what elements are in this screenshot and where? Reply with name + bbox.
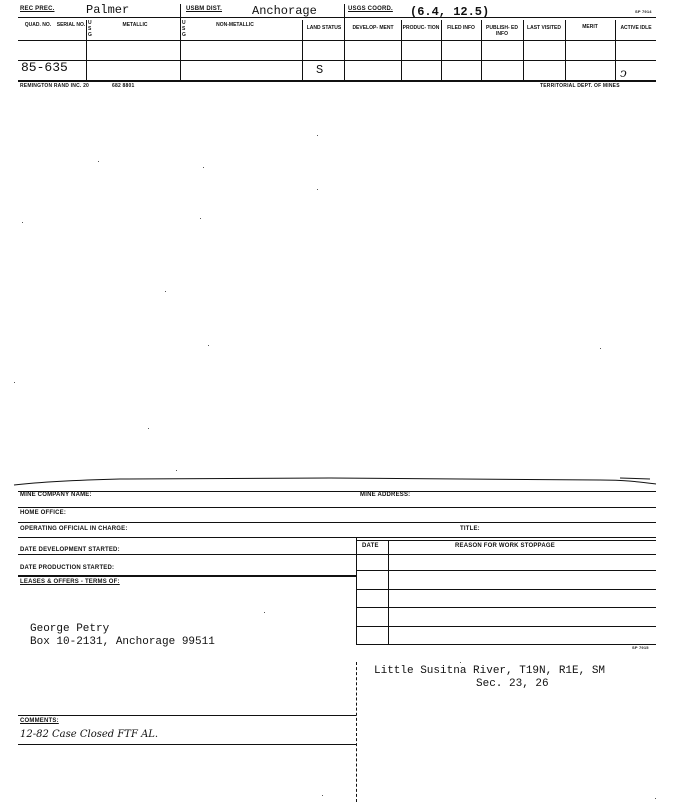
usg-letters-metallic: U S G (88, 20, 92, 38)
form-number-bottom: SP 7915 (632, 645, 649, 650)
usbm-dist-value: Anchorage (252, 4, 317, 18)
footer-territorial: TERRITORIAL DEPT. OF MINES (540, 83, 620, 89)
title-label: TITLE: (460, 526, 480, 532)
col-active-idle: ACTIVE IDLE (620, 25, 652, 31)
mine-company-name-label: MINE COMPANY NAME: (20, 492, 92, 498)
location-line-2: Sec. 23, 26 (476, 678, 549, 690)
usbm-dist-label: USBM DIST. (186, 6, 223, 12)
quad-serial-value: 85-635 (21, 60, 68, 75)
operating-official-label: OPERATING OFFICIAL IN CHARGE: (20, 526, 128, 532)
comments-label: COMMENTS: (20, 718, 59, 724)
owner-name: George Petry (30, 623, 110, 635)
col-filed-info: FILED INFO (447, 25, 475, 31)
col-land-status: LAND STATUS (306, 25, 342, 31)
date-production-label: DATE PRODUCTION STARTED: (20, 565, 115, 571)
col-serial-no: SERIAL NO. (56, 22, 86, 28)
mine-address-label: MINE ADDRESS: (360, 492, 411, 498)
land-status-value: S (316, 63, 324, 77)
col-development: DEVELOP- MENT (352, 25, 394, 31)
usg-letters-nonmetallic: U S G (182, 20, 186, 38)
date-col-header: DATE (362, 543, 379, 549)
footer-remington: REMINGTON RAND INC. 20 (20, 83, 90, 89)
usgs-coord-label: USGS COORD. (348, 6, 393, 12)
col-merit: MERIT (582, 24, 598, 30)
home-office-label: HOME OFFICE: (20, 510, 67, 516)
footer-codes: 682 8801 (112, 83, 135, 89)
comment-handwritten: 12-82 Case Closed FTF AL. (20, 729, 159, 740)
col-last-visited: LAST VISITED (527, 25, 561, 31)
col-published-info: PUBLISH- ED INFO (486, 25, 518, 37)
col-non-metallic: NON-METALLIC (216, 22, 254, 28)
location-line-1: Little Susitna River, T19N, R1E, SM (374, 665, 606, 677)
owner-address: Box 10-2131, Anchorage 99511 (30, 636, 215, 648)
leases-offers-label: LEASES & OFFERS - TERMS OF: (20, 579, 120, 585)
idle-check-mark: ↄ (620, 66, 627, 80)
rec-prec-label: REC PREC. (20, 6, 55, 12)
col-production: PRODUC- TION (402, 25, 440, 31)
col-metallic: METALLIC (122, 22, 148, 28)
date-development-label: DATE DEVELOPMENT STARTED: (20, 547, 120, 553)
usgs-coord-value: (6.4, 12.5) (410, 5, 490, 19)
col-quad-no: QUAD. NO. (24, 22, 52, 28)
reason-col-header: REASON FOR WORK STOPPAGE (455, 543, 555, 549)
rec-prec-value: Palmer (86, 3, 130, 17)
form-number-top: SP 7914 (635, 9, 652, 14)
torn-edge-line (0, 470, 678, 490)
